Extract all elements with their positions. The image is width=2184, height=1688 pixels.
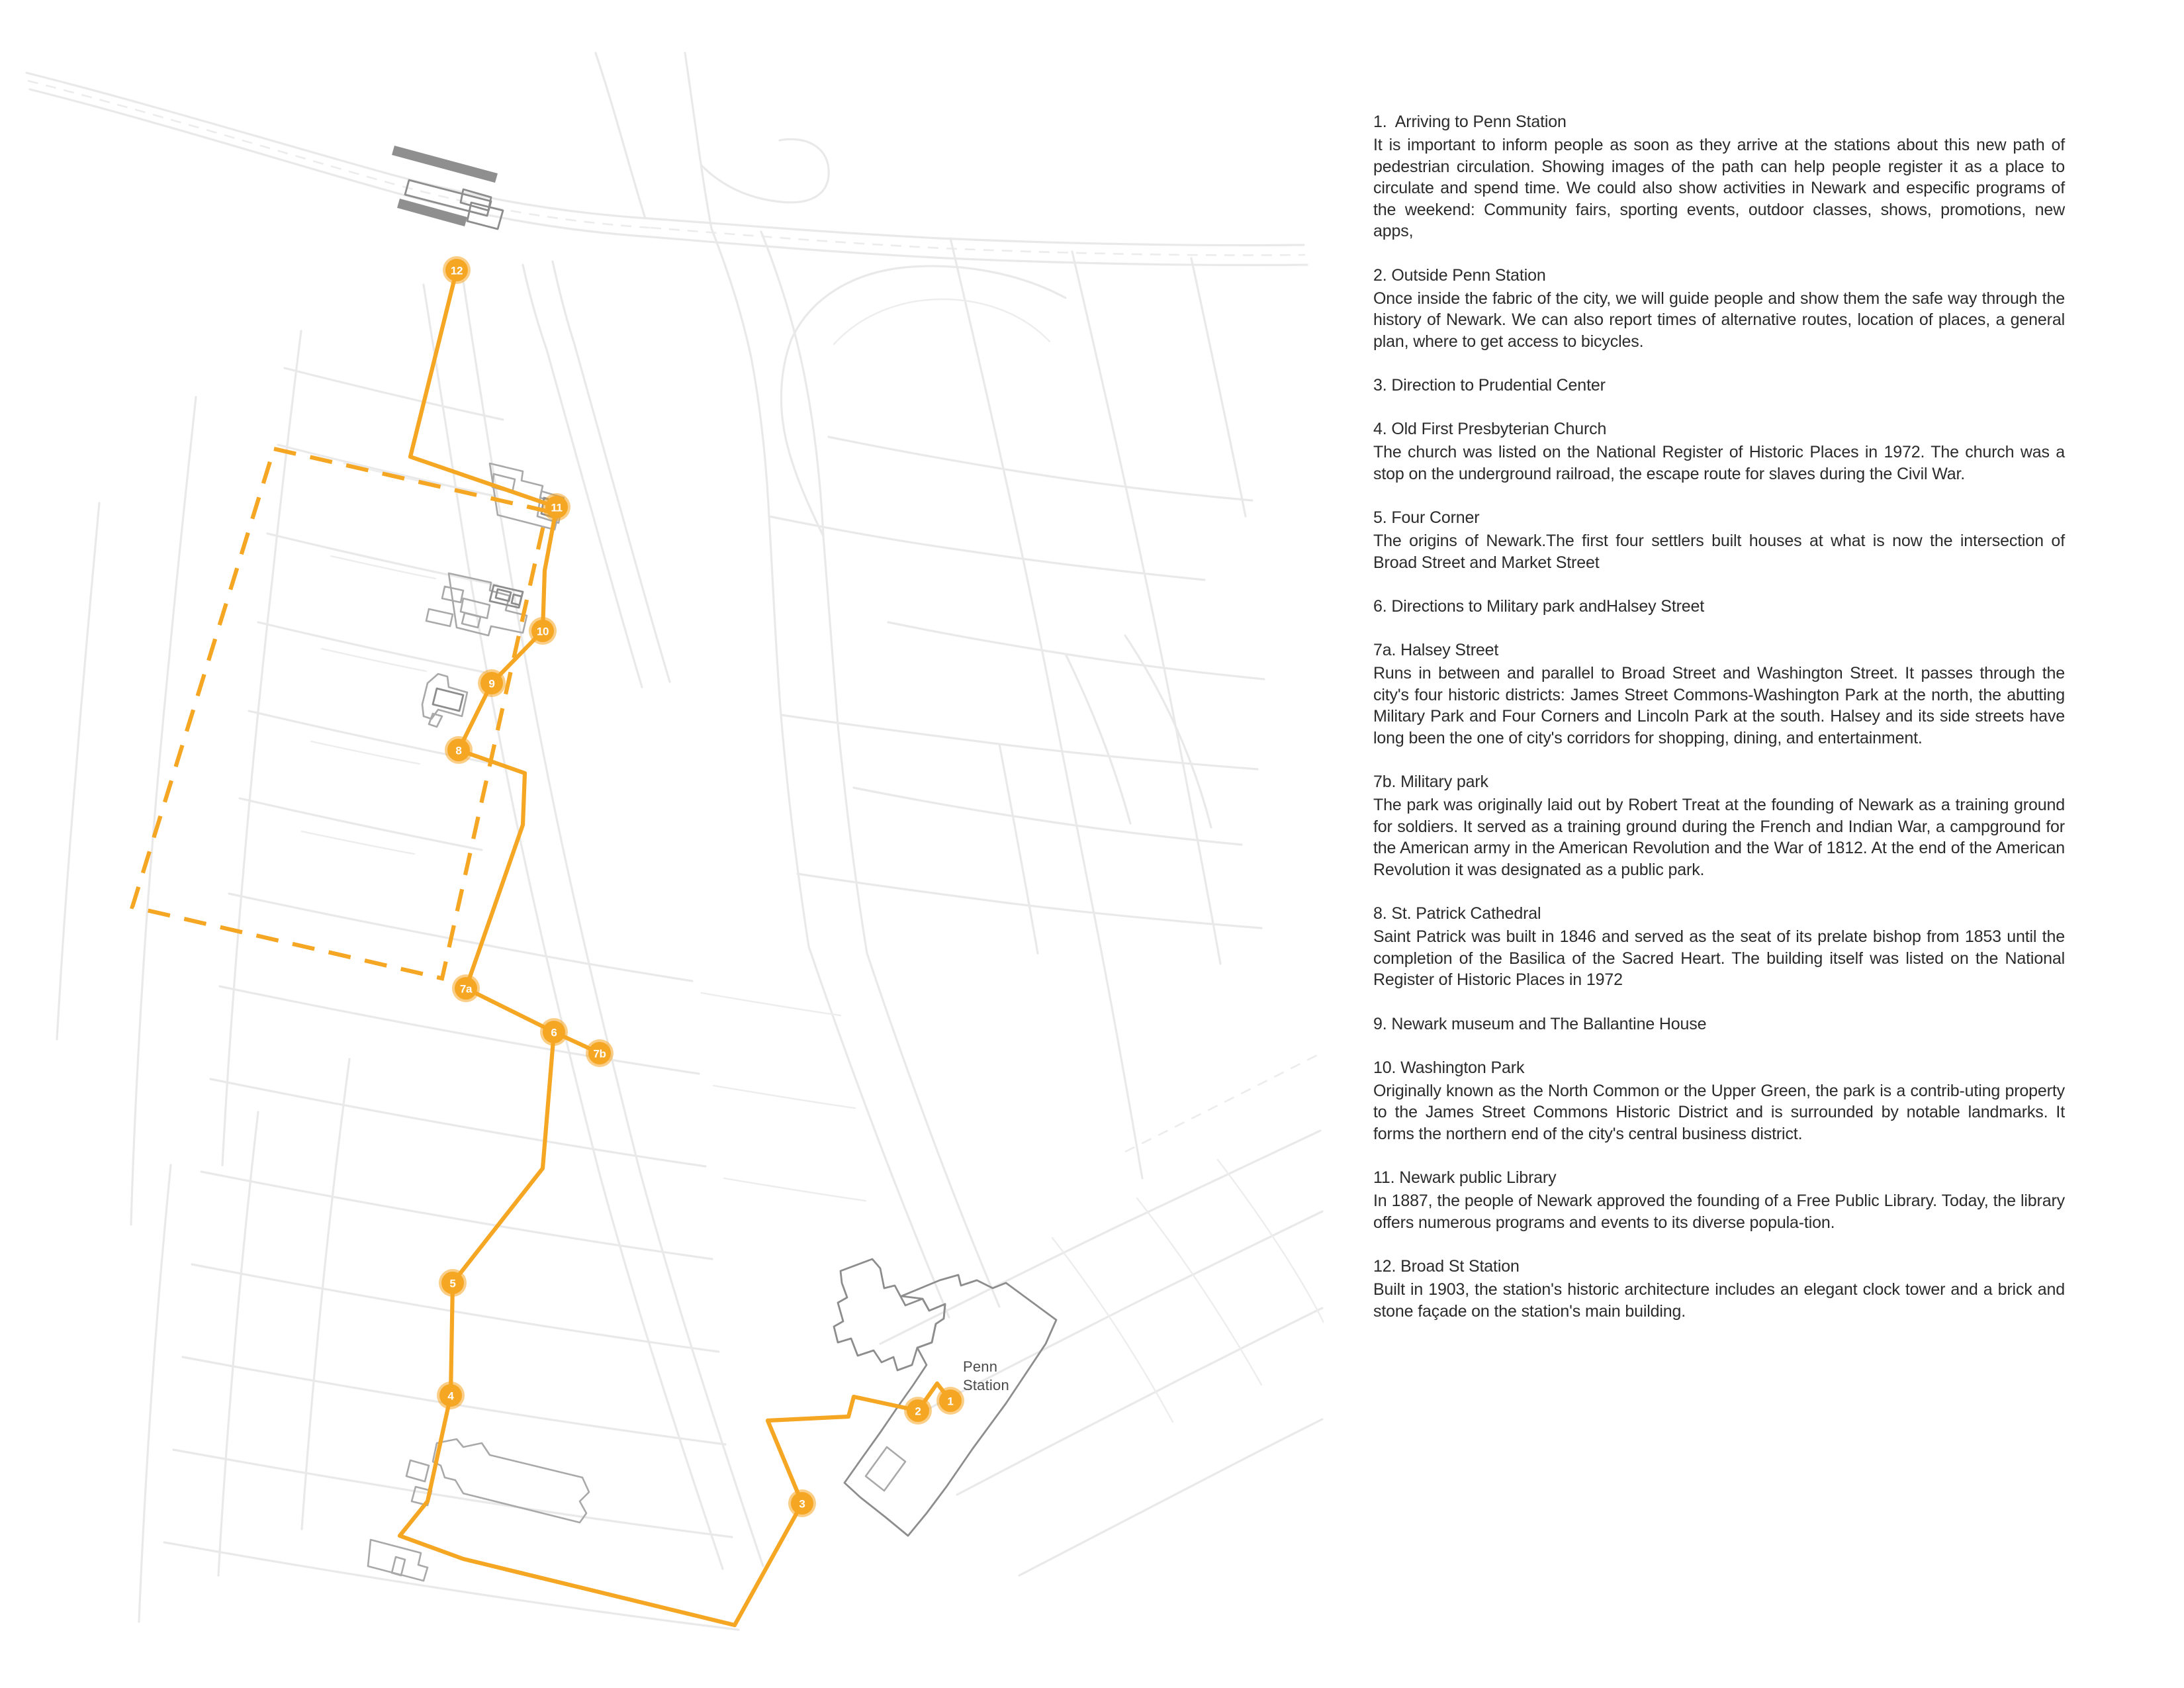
route-marker-7a[interactable]: [452, 974, 480, 1002]
marker-number-label: 9: [488, 677, 495, 690]
route-entry-title: 9. Newark museum and The Ballantine House: [1373, 1014, 1707, 1033]
route-entry: [1373, 596, 2065, 617]
route-entry-title: 1. Arriving to Penn Station: [1373, 113, 1567, 131]
route-marker-12[interactable]: [443, 256, 471, 284]
route-entry: [1373, 771, 2065, 880]
route-entry: [1373, 418, 2065, 485]
marker-number-label: 11: [551, 501, 563, 514]
route-entry-body: It is important to inform people as soon as they arrive at the stations about this new path of pedestrian circulation. Showing images of the path can help people register it as a place to circulate and spend time. We could also show activities in Newark and especific programs of the weekend: Community fairs, sporting events, outdoor classes, shows, promotions, new apps,: [1373, 136, 2065, 240]
route-entry: [1373, 375, 2065, 396]
marker-number-label: 7b: [593, 1047, 606, 1060]
route-entry-title: 3. Direction to Prudential Center: [1373, 376, 1606, 395]
route-entry-body: Runs in between and parallel to Broad Street and Washington Street. It passes through the city's four historic districts: James Street Commons-Washington Park at the north, the abutting Military Park and Four Corners and Lincoln Park at the south. Halsey and its side streets have long been the one of city's corridors for shopping, dining, and entertainment.: [1373, 664, 2065, 747]
route-entry: [1373, 1256, 2065, 1322]
marker-number-label: 8: [455, 744, 462, 757]
marker-number-label: 5: [449, 1277, 456, 1290]
marker-number-label: 6: [551, 1026, 557, 1039]
map-label-penn-station: Penn Station: [963, 1358, 1009, 1393]
route-entry-body: Originally known as the North Common or the Upper Green, the park is a contrib-uting property to the James Street Commons Historic District and is surrounded by notable landmarks. It forms the northern end of the city's central business district.: [1373, 1081, 2065, 1143]
route-entry-body: Saint Patrick was built in 1846 and served as the seat of its prelate bishop from 1853 until the completion of the Basilica of the Sacred Heart. The building itself was listed on the National Register of Historic Places in 1972: [1373, 927, 2065, 989]
marker-number-label: 1: [947, 1395, 954, 1408]
route-marker-4[interactable]: [437, 1382, 465, 1409]
route-entry-body: The church was listed on the National Register of Historic Places in 1972. The church was a stop on the underground railroad, the escape route for slaves during the Civil War.: [1373, 443, 2065, 483]
route-entry: [1373, 111, 2065, 242]
marker-number-label: 3: [799, 1497, 805, 1511]
route-entry-body: Built in 1903, the station's historic architecture includes an elegant clock tower and a brick and stone façade on the station's main building.: [1373, 1280, 2065, 1321]
route-entry: [1373, 639, 2065, 749]
route-entry-title: 6. Directions to Military park andHalsey Street: [1373, 597, 1705, 616]
route-entry-body: The park was originally laid out by Robert Treat at the founding of Newark as a training ground for soldiers. It served as a training ground during the French and Indian War, a campground for the American army in the American Revolution and the War of 1812. At the end of the American Revolution it was designated as a public park.: [1373, 796, 2065, 879]
route-entry-title: 11. Newark public Library: [1373, 1168, 1557, 1187]
marker-number-label: 4: [447, 1389, 454, 1403]
route-marker-7b[interactable]: [586, 1039, 614, 1067]
marker-number-label: 2: [915, 1405, 921, 1418]
route-entry-body: Once inside the fabric of the city, we will guide people and show them the safe way through the history of Newark. We can also report times of alternative routes, location of places, a general plan, where to get access to bicycles.: [1373, 289, 2065, 351]
route-marker-9[interactable]: [478, 669, 506, 697]
route-entry-title: 8. St. Patrick Cathedral: [1373, 904, 1541, 923]
route-entry: [1373, 507, 2065, 573]
route-marker-2[interactable]: [904, 1397, 932, 1425]
route-marker-6[interactable]: [540, 1018, 568, 1046]
route-entry: [1373, 1013, 2065, 1035]
marker-number-label: 12: [450, 264, 463, 277]
route-entry: [1373, 903, 2065, 991]
marker-number-label: 10: [536, 625, 549, 638]
route-entry: [1373, 265, 2065, 353]
route-entry-title: 10. Washington Park: [1373, 1058, 1525, 1077]
route-marker-10[interactable]: [529, 617, 557, 645]
route-entry: [1373, 1167, 2065, 1233]
route-entry-title: 5. Four Corner: [1373, 508, 1480, 527]
route-entry-title: 2. Outside Penn Station: [1373, 265, 1546, 285]
route-marker-5[interactable]: [439, 1269, 467, 1297]
route-entry-title: 12. Broad St Station: [1373, 1257, 1520, 1276]
route-marker-3[interactable]: [788, 1489, 816, 1517]
route-entry: [1373, 1057, 2065, 1145]
route-marker-8[interactable]: [445, 736, 473, 764]
route-descriptions-panel: [1373, 111, 2065, 1322]
route-marker-1[interactable]: [936, 1387, 964, 1415]
route-entry-title: 4. Old First Presbyterian Church: [1373, 420, 1607, 438]
route-entry-body: The origins of Newark.The first four settlers built houses at what is now the intersection of Broad Street and Market Street: [1373, 532, 2065, 572]
route-entry-title: 7a. Halsey Street: [1373, 641, 1499, 659]
route-entry-title: 7b. Military park: [1373, 773, 1488, 791]
route-entry-body: In 1887, the people of Newark approved the founding of a Free Public Library. Today, the library offers numerous programs and events to its diverse popula-tion.: [1373, 1192, 2065, 1232]
marker-number-label: 7a: [459, 982, 473, 996]
route-marker-11[interactable]: [543, 493, 570, 521]
